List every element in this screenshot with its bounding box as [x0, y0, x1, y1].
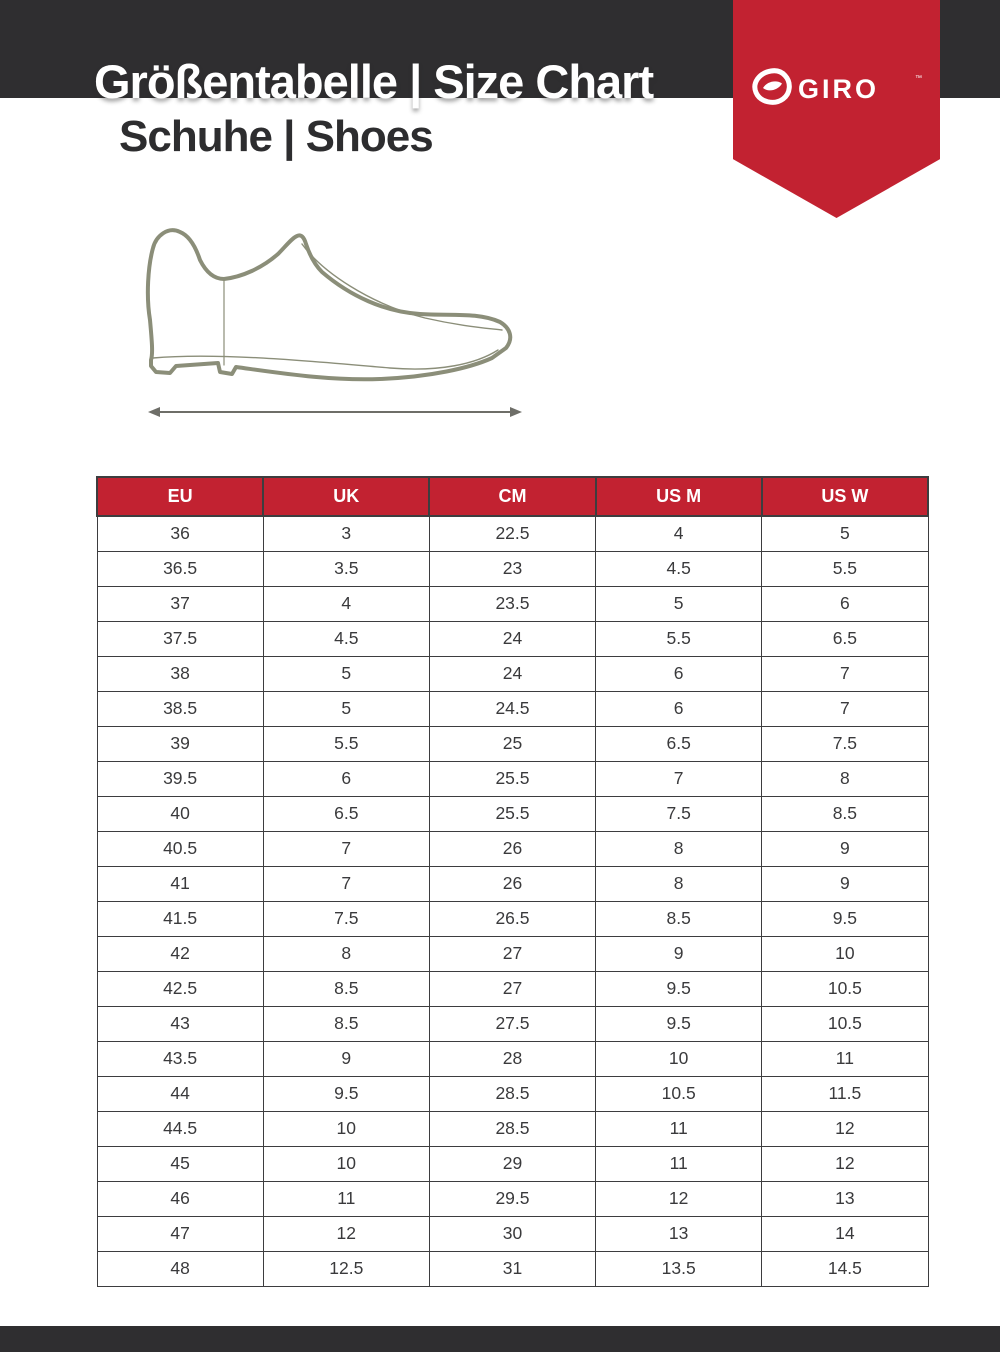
table-row — [97, 1181, 928, 1216]
table-row — [97, 761, 928, 796]
size-cell: 5.5 — [596, 621, 762, 656]
size-cell: 22.5 — [429, 516, 595, 551]
table-row — [97, 1146, 928, 1181]
table-row — [97, 726, 928, 761]
size-cell: 5 — [762, 516, 928, 551]
size-cell: 24.5 — [429, 691, 595, 726]
column-header-cm: CM — [429, 477, 595, 516]
size-cell: 9.5 — [762, 901, 928, 936]
column-header-uk: UK — [263, 477, 429, 516]
size-cell: 6.5 — [596, 726, 762, 761]
size-cell: 10.5 — [596, 1076, 762, 1111]
size-cell: 7.5 — [762, 726, 928, 761]
size-cell: 12 — [762, 1146, 928, 1181]
size-cell: 41 — [97, 866, 263, 901]
size-cell: 9.5 — [596, 971, 762, 1006]
size-cell: 10 — [263, 1111, 429, 1146]
size-table — [96, 476, 929, 1287]
size-cell: 5 — [263, 691, 429, 726]
column-header-eu: EU — [97, 477, 263, 516]
size-cell: 28 — [429, 1041, 595, 1076]
size-cell: 44 — [97, 1076, 263, 1111]
header-row — [97, 477, 928, 516]
size-cell: 6.5 — [263, 796, 429, 831]
size-cell: 39 — [97, 726, 263, 761]
size-table-header — [97, 477, 928, 516]
size-cell: 24 — [429, 656, 595, 691]
size-cell: 10 — [263, 1146, 429, 1181]
size-cell: 11 — [762, 1041, 928, 1076]
table-row — [97, 621, 928, 656]
size-cell: 24 — [429, 621, 595, 656]
table-row — [97, 1006, 928, 1041]
size-cell: 27.5 — [429, 1006, 595, 1041]
size-cell: 42 — [97, 936, 263, 971]
size-cell: 6 — [263, 761, 429, 796]
size-cell: 7 — [762, 656, 928, 691]
shoe-illustration-area — [140, 222, 530, 422]
size-cell: 25 — [429, 726, 595, 761]
size-cell: 8 — [596, 866, 762, 901]
size-cell: 29 — [429, 1146, 595, 1181]
size-cell: 39.5 — [97, 761, 263, 796]
size-cell: 47 — [97, 1216, 263, 1251]
size-cell: 7.5 — [263, 901, 429, 936]
size-cell: 38.5 — [97, 691, 263, 726]
size-cell: 36.5 — [97, 551, 263, 586]
size-cell: 4 — [596, 516, 762, 551]
table-row — [97, 971, 928, 1006]
table-row — [97, 691, 928, 726]
size-cell: 8 — [762, 761, 928, 796]
table-row — [97, 936, 928, 971]
size-cell: 3.5 — [263, 551, 429, 586]
size-cell: 7 — [596, 761, 762, 796]
size-cell: 37 — [97, 586, 263, 621]
size-cell: 13 — [596, 1216, 762, 1251]
size-cell: 6 — [596, 691, 762, 726]
size-cell: 5 — [263, 656, 429, 691]
size-cell: 43.5 — [97, 1041, 263, 1076]
size-cell: 8.5 — [762, 796, 928, 831]
size-cell: 10 — [596, 1041, 762, 1076]
size-cell: 14.5 — [762, 1251, 928, 1286]
size-cell: 11 — [263, 1181, 429, 1216]
footer-bar — [0, 1326, 1000, 1352]
size-cell: 7 — [263, 866, 429, 901]
size-cell: 5 — [596, 586, 762, 621]
size-cell: 8.5 — [263, 971, 429, 1006]
size-cell: 26.5 — [429, 901, 595, 936]
table-row — [97, 901, 928, 936]
size-cell: 23.5 — [429, 586, 595, 621]
size-cell: 7 — [762, 691, 928, 726]
size-cell: 48 — [97, 1251, 263, 1286]
length-measure-arrow — [148, 407, 522, 417]
size-cell: 26 — [429, 866, 595, 901]
shoe-outline-illustration — [140, 222, 530, 422]
size-cell: 8 — [596, 831, 762, 866]
size-cell: 28.5 — [429, 1111, 595, 1146]
size-cell: 38 — [97, 656, 263, 691]
size-cell: 42.5 — [97, 971, 263, 1006]
size-cell: 26 — [429, 831, 595, 866]
size-cell: 9 — [263, 1041, 429, 1076]
size-cell: 6.5 — [762, 621, 928, 656]
trademark-symbol: ™ — [915, 75, 922, 82]
size-cell: 11 — [596, 1146, 762, 1181]
size-cell: 44.5 — [97, 1111, 263, 1146]
size-cell: 29.5 — [429, 1181, 595, 1216]
size-cell: 31 — [429, 1251, 595, 1286]
table-row — [97, 516, 928, 551]
size-cell: 9 — [762, 831, 928, 866]
table-row — [97, 1041, 928, 1076]
size-cell: 12 — [762, 1111, 928, 1146]
size-cell: 10 — [762, 936, 928, 971]
page-subtitle: Schuhe | Shoes — [119, 112, 433, 161]
size-cell: 4.5 — [596, 551, 762, 586]
size-cell: 37.5 — [97, 621, 263, 656]
size-cell: 7.5 — [596, 796, 762, 831]
column-header-us-m: US M — [596, 477, 762, 516]
size-cell: 4 — [263, 586, 429, 621]
giro-logo — [750, 66, 922, 110]
table-row — [97, 551, 928, 586]
table-row — [97, 1216, 928, 1251]
table-row — [97, 1251, 928, 1286]
size-cell: 12 — [263, 1216, 429, 1251]
size-cell: 13 — [762, 1181, 928, 1216]
giro-wordmark: GIRO — [798, 74, 880, 104]
size-cell: 11.5 — [762, 1076, 928, 1111]
giro-swirl-icon — [755, 71, 789, 103]
size-cell: 5.5 — [263, 726, 429, 761]
size-cell: 41.5 — [97, 901, 263, 936]
table-row — [97, 866, 928, 901]
size-cell: 3 — [263, 516, 429, 551]
table-row — [97, 656, 928, 691]
size-cell: 10.5 — [762, 1006, 928, 1041]
size-cell: 12.5 — [263, 1251, 429, 1286]
size-cell: 4.5 — [263, 621, 429, 656]
size-cell: 8.5 — [596, 901, 762, 936]
size-cell: 9 — [596, 936, 762, 971]
table-row — [97, 586, 928, 621]
size-cell: 7 — [263, 831, 429, 866]
size-cell: 9 — [762, 866, 928, 901]
size-cell: 43 — [97, 1006, 263, 1041]
size-cell: 14 — [762, 1216, 928, 1251]
table-row — [97, 1111, 928, 1146]
size-cell: 46 — [97, 1181, 263, 1216]
table-row — [97, 831, 928, 866]
size-cell: 27 — [429, 936, 595, 971]
size-cell: 8 — [263, 936, 429, 971]
size-cell: 9.5 — [596, 1006, 762, 1041]
size-cell: 25.5 — [429, 761, 595, 796]
size-cell: 6 — [596, 656, 762, 691]
size-cell: 10.5 — [762, 971, 928, 1006]
table-row — [97, 1076, 928, 1111]
size-cell: 28.5 — [429, 1076, 595, 1111]
page-title: Größentabelle | Size Chart — [94, 55, 654, 108]
size-cell: 25.5 — [429, 796, 595, 831]
size-cell: 40 — [97, 796, 263, 831]
size-cell: 27 — [429, 971, 595, 1006]
size-table-body — [97, 516, 928, 1286]
size-cell: 9.5 — [263, 1076, 429, 1111]
size-cell: 45 — [97, 1146, 263, 1181]
size-cell: 13.5 — [596, 1251, 762, 1286]
column-header-us-w: US W — [762, 477, 928, 516]
size-cell: 11 — [596, 1111, 762, 1146]
size-cell: 8.5 — [263, 1006, 429, 1041]
size-cell: 40.5 — [97, 831, 263, 866]
size-cell: 23 — [429, 551, 595, 586]
size-cell: 12 — [596, 1181, 762, 1216]
size-cell: 6 — [762, 586, 928, 621]
table-row — [97, 796, 928, 831]
size-cell: 30 — [429, 1216, 595, 1251]
brand-ribbon — [733, 0, 940, 218]
size-cell: 5.5 — [762, 551, 928, 586]
size-cell: 36 — [97, 516, 263, 551]
